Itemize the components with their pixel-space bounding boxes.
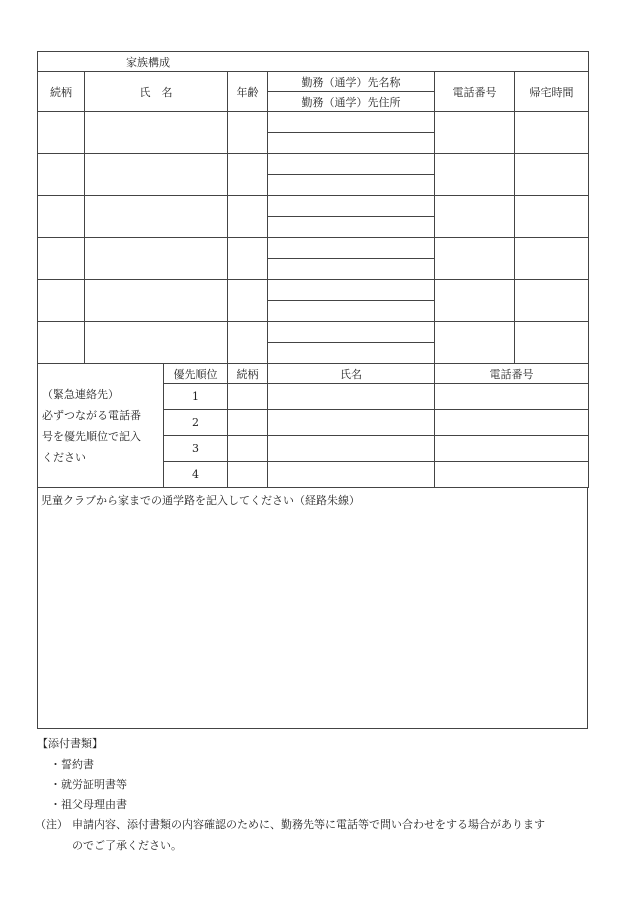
note-prefix: （注） [35, 818, 68, 831]
family-relation-cell[interactable] [38, 322, 85, 364]
family-age-cell[interactable] [228, 238, 268, 280]
family-return-time-cell[interactable] [515, 280, 589, 322]
family-age-cell[interactable] [228, 196, 268, 238]
emergency-label-line: （緊急連絡先） [42, 388, 119, 401]
emergency-contact-label [38, 364, 164, 488]
emergency-phone-cell[interactable] [435, 410, 589, 436]
priority-cell: 4 [164, 462, 228, 488]
family-work-name-cell[interactable] [268, 280, 435, 301]
header-emergency-name: 氏名 [268, 364, 435, 384]
family-work-address-cell[interactable] [268, 217, 435, 238]
family-work-name-cell[interactable] [268, 154, 435, 175]
family-work-address-cell[interactable] [268, 133, 435, 154]
attachment-item: ・誓約書 [50, 758, 94, 771]
header-work-address: 勤務（通学）先住所 [268, 92, 435, 112]
header-phone: 電話番号 [435, 72, 515, 112]
header-priority: 優先順位 [164, 364, 228, 384]
emergency-relation-cell[interactable] [228, 384, 268, 410]
emergency-relation-cell[interactable] [228, 462, 268, 488]
family-work-address-cell[interactable] [268, 301, 435, 322]
family-name-cell[interactable] [85, 154, 228, 196]
family-name-cell[interactable] [85, 112, 228, 154]
family-work-name-cell[interactable] [268, 322, 435, 343]
priority-cell: 3 [164, 436, 228, 462]
emergency-label-line: 号を優先順位で記入 [42, 430, 141, 443]
emergency-phone-cell[interactable] [435, 436, 589, 462]
emergency-name-cell[interactable] [268, 410, 435, 436]
header-relation: 続柄 [38, 72, 85, 112]
family-relation-cell[interactable] [38, 196, 85, 238]
family-phone-cell[interactable] [435, 280, 515, 322]
family-age-cell[interactable] [228, 154, 268, 196]
family-return-time-cell[interactable] [515, 196, 589, 238]
family-relation-cell[interactable] [38, 112, 85, 154]
header-return-time: 帰宅時間 [515, 72, 589, 112]
family-relation-cell[interactable] [38, 238, 85, 280]
header-work-name: 勤務（通学）先名称 [268, 72, 435, 92]
family-return-time-cell[interactable] [515, 322, 589, 364]
priority-cell: 2 [164, 410, 228, 436]
emergency-relation-cell[interactable] [228, 436, 268, 462]
family-phone-cell[interactable] [435, 322, 515, 364]
family-age-cell[interactable] [228, 322, 268, 364]
family-phone-cell[interactable] [435, 196, 515, 238]
family-phone-cell[interactable] [435, 154, 515, 196]
note-line: 申請内容、添付書類の内容確認のために、勤務先等に電話等で問い合わせをする場合があります [72, 818, 545, 831]
family-return-time-cell[interactable] [515, 112, 589, 154]
attachment-item: ・祖父母理由書 [50, 798, 127, 811]
emergency-name-cell[interactable] [268, 436, 435, 462]
emergency-name-cell[interactable] [268, 462, 435, 488]
header-age: 年齢 [228, 72, 268, 112]
family-age-cell[interactable] [228, 112, 268, 154]
route-map-box[interactable] [37, 488, 588, 729]
family-work-name-cell[interactable] [268, 238, 435, 259]
emergency-name-cell[interactable] [268, 384, 435, 410]
header-emergency-relation: 続柄 [228, 364, 268, 384]
emergency-phone-cell[interactable] [435, 462, 589, 488]
family-phone-cell[interactable] [435, 238, 515, 280]
attachments-heading: 【添付書類】 [37, 737, 103, 750]
emergency-phone-cell[interactable] [435, 384, 589, 410]
family-name-cell[interactable] [85, 280, 228, 322]
family-age-cell[interactable] [228, 280, 268, 322]
family-name-cell[interactable] [85, 322, 228, 364]
family-work-name-cell[interactable] [268, 112, 435, 133]
family-name-cell[interactable] [85, 238, 228, 280]
emergency-relation-cell[interactable] [228, 410, 268, 436]
family-return-time-cell[interactable] [515, 238, 589, 280]
emergency-label-line: ください [42, 451, 86, 464]
family-phone-cell[interactable] [435, 112, 515, 154]
header-emergency-phone: 電話番号 [435, 364, 589, 384]
family-name-cell[interactable] [85, 196, 228, 238]
header-name: 氏 名 [85, 72, 228, 112]
family-return-time-cell[interactable] [515, 154, 589, 196]
priority-cell: 1 [164, 384, 228, 410]
attachment-item: ・就労証明書等 [50, 778, 127, 791]
family-work-address-cell[interactable] [268, 175, 435, 196]
family-composition-table [37, 51, 589, 488]
family-work-name-cell[interactable] [268, 196, 435, 217]
emergency-label-line: 必ずつながる電話番 [42, 409, 141, 422]
route-instruction: 児童クラブから家までの通学路を記入してください（経路朱線） [41, 494, 360, 507]
family-work-address-cell[interactable] [268, 343, 435, 364]
note-line: のでご了承ください。 [72, 839, 182, 852]
family-relation-cell[interactable] [38, 280, 85, 322]
family-work-address-cell[interactable] [268, 259, 435, 280]
family-relation-cell[interactable] [38, 154, 85, 196]
table-title: 家族構成 [38, 52, 589, 72]
